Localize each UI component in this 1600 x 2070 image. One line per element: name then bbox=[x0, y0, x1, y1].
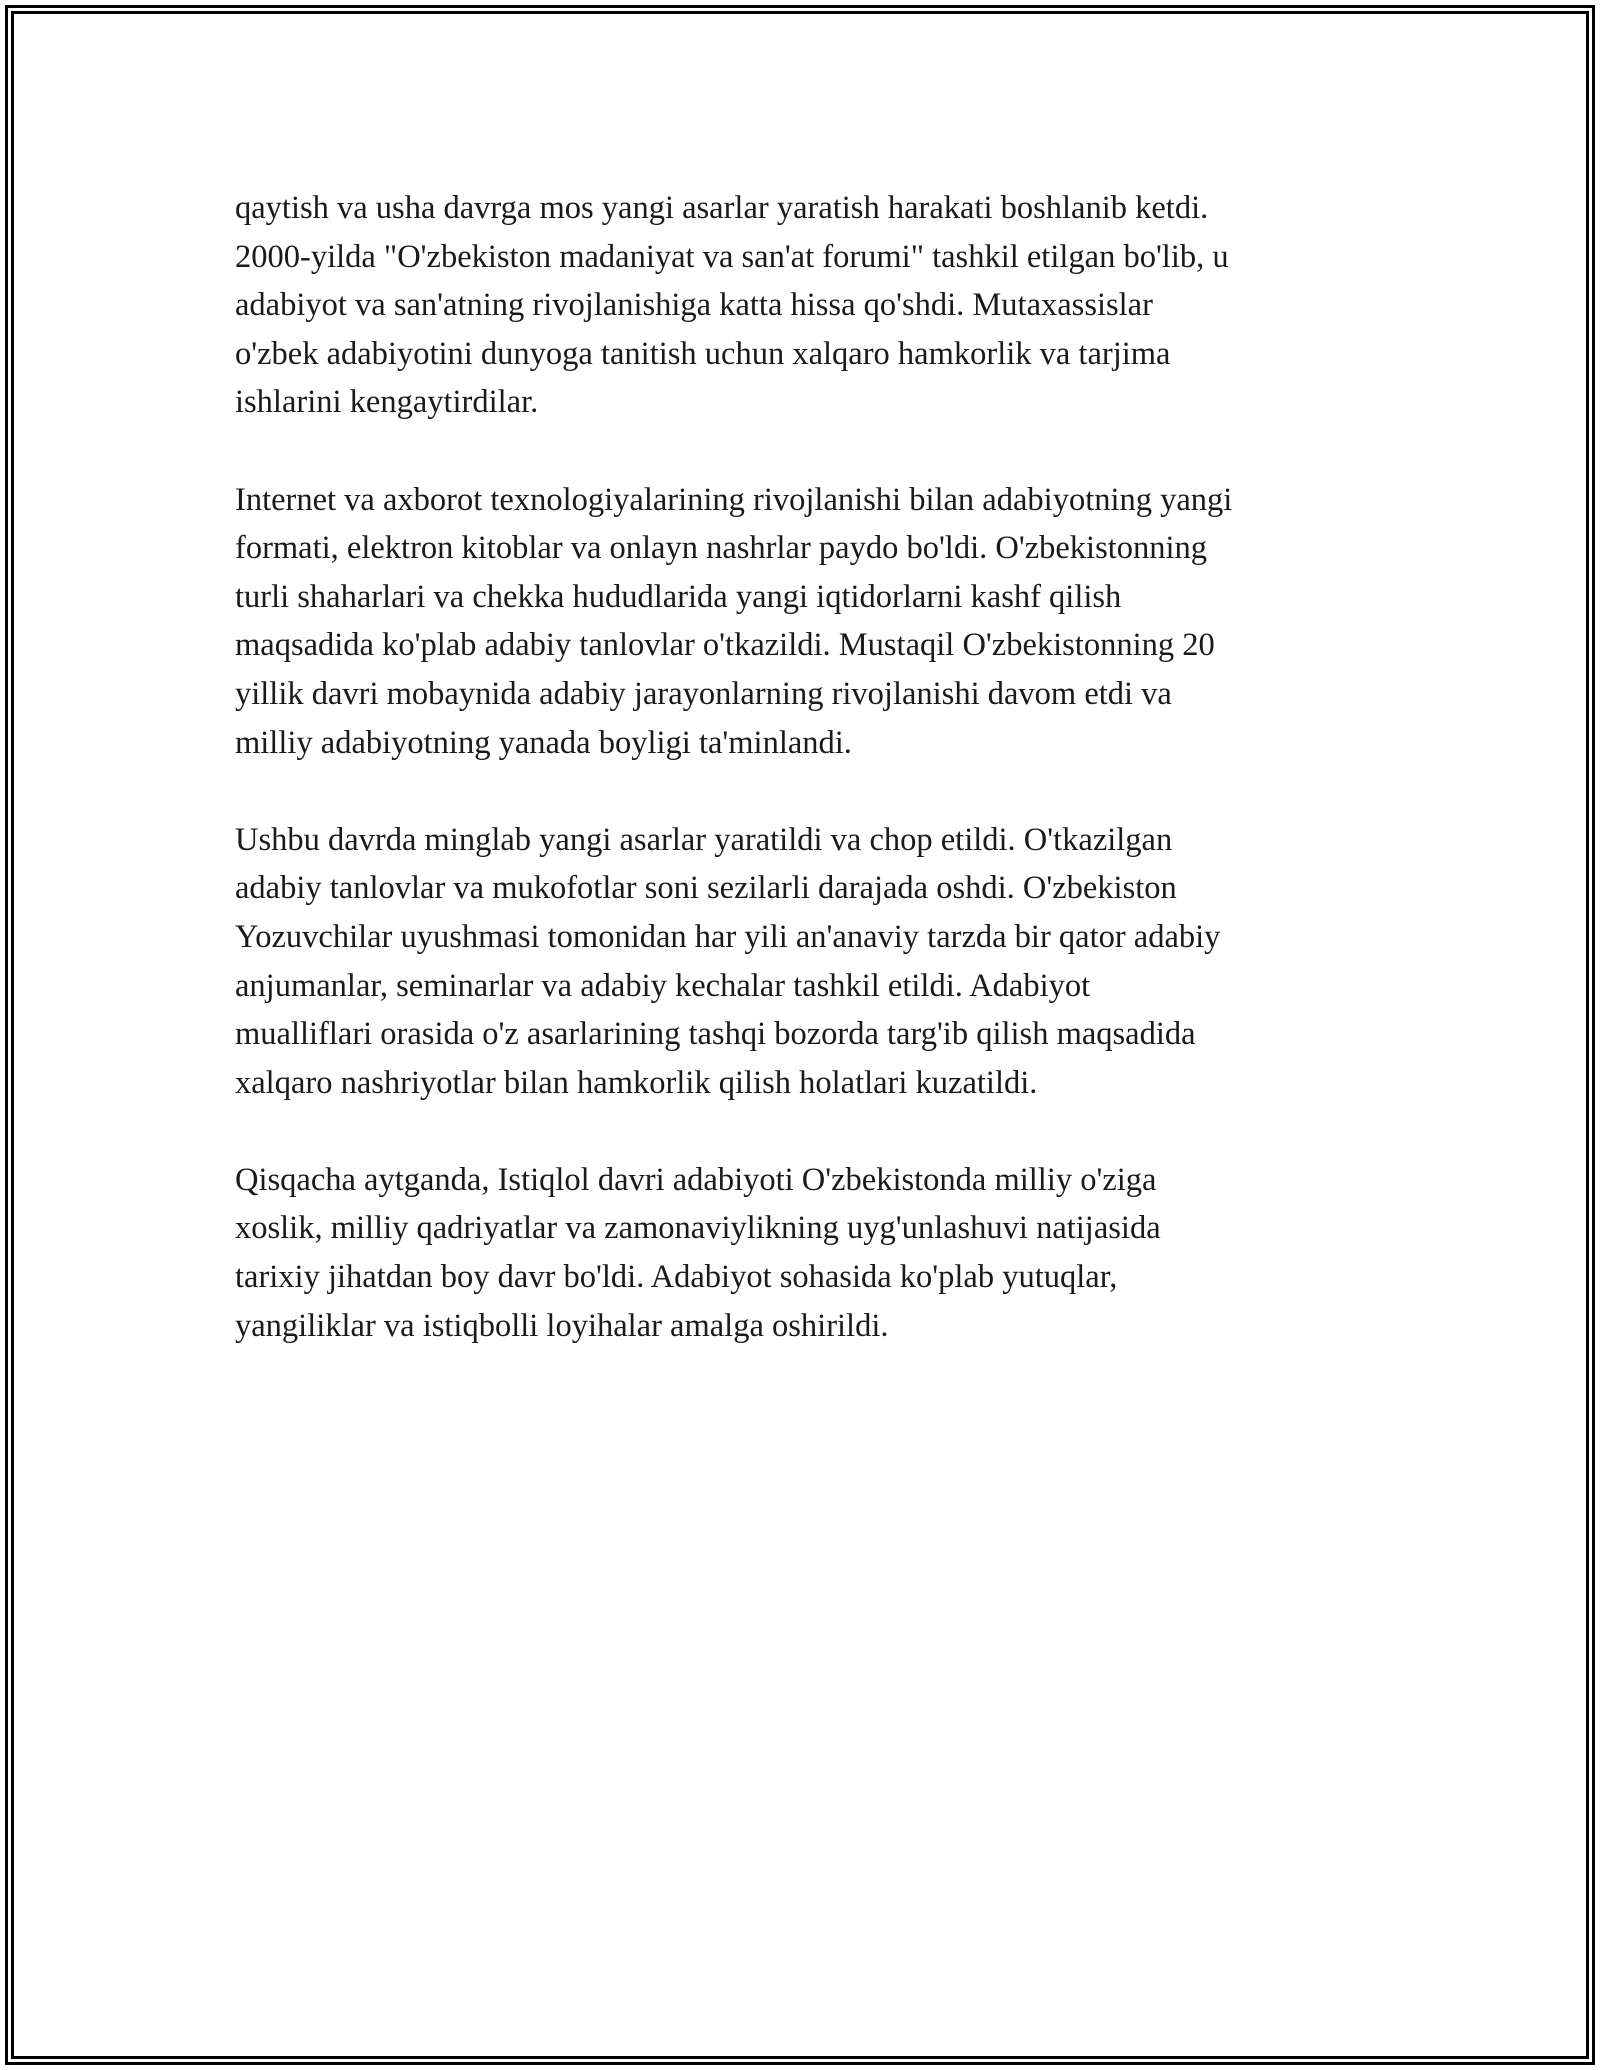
text-line: ishlarini kengaytirdilar. bbox=[235, 384, 539, 421]
text-line: Ushbu davrda minglab yangi asarlar yaratildi va chop etildi. O'tkazilgan bbox=[235, 821, 1173, 858]
text-line: anjumanlar, seminarlar va adabiy kechalar tashkil etildi. Adabiyot bbox=[235, 967, 1091, 1004]
text-line: formati, elektron kitoblar va onlayn nashrlar paydo bo'ldi. O'zbekistonning bbox=[235, 530, 1208, 567]
text-line: mualliflari orasida o'z asarlarining tashqi bozorda targ'ib qilish maqsadida bbox=[235, 1016, 1196, 1053]
text-line: adabiyot va san'atning rivojlanishiga katta hissa qo'shdi. Mutaxassislar bbox=[235, 287, 1153, 324]
text-line: Yozuvchilar uyushmasi tomonidan har yili an'anaviy tarzda bir qator adabiy bbox=[235, 918, 1221, 955]
text-line: adabiy tanlovlar va mukofotlar soni sezilarli darajada oshdi. O'zbekiston bbox=[235, 870, 1177, 907]
document-body bbox=[235, 184, 1395, 1399]
text-line: yangiliklar va istiqbolli loyihalar amalga oshirildi. bbox=[235, 1307, 889, 1344]
paragraph bbox=[235, 476, 1395, 768]
paragraph bbox=[235, 816, 1395, 1108]
text-line: qaytish va usha davrga mos yangi asarlar yaratish harakati boshlanib ketdi. bbox=[235, 190, 1209, 226]
text-line: turli shaharlari va chekka hududlarida yangi iqtidorlarni kashf qilish bbox=[235, 578, 1122, 615]
text-line: xalqaro nashriyotlar bilan hamkorlik qilish holatlari kuzatildi. bbox=[235, 1064, 1038, 1101]
paragraph bbox=[235, 1156, 1395, 1350]
text-line: tarixiy jihatdan boy davr bo'ldi. Adabiyot sohasida ko'plab yutuqlar, bbox=[235, 1259, 1118, 1296]
text-line: xoslik, milliy qadriyatlar va zamonaviylikning uyg'unlashuvi natijasida bbox=[235, 1210, 1161, 1247]
text-line: 2000-yilda "O'zbekiston madaniyat va san'at forumi" tashkil etilgan bo'lib, u bbox=[235, 238, 1229, 275]
text-line: Internet va axborot texnologiyalarining rivojlanishi bilan adabiyotning yangi bbox=[235, 481, 1233, 518]
text-line: Qisqacha aytganda, Istiqlol davri adabiyoti O'zbekistonda milliy o'ziga bbox=[235, 1161, 1157, 1198]
text-line: yillik davri mobaynida adabiy jarayonlarning rivojlanishi davom etdi va bbox=[235, 675, 1172, 712]
text-line: o'zbek adabiyotini dunyoga tanitish uchun xalqaro hamkorlik va tarjima bbox=[235, 335, 1171, 372]
text-line: maqsadida ko'plab adabiy tanlovlar o'tkazildi. Mustaqil O'zbekistonning 20 bbox=[235, 627, 1215, 664]
paragraph bbox=[235, 184, 1395, 427]
text-line: milliy adabiyotning yanada boyligi ta'minlandi. bbox=[235, 724, 852, 761]
